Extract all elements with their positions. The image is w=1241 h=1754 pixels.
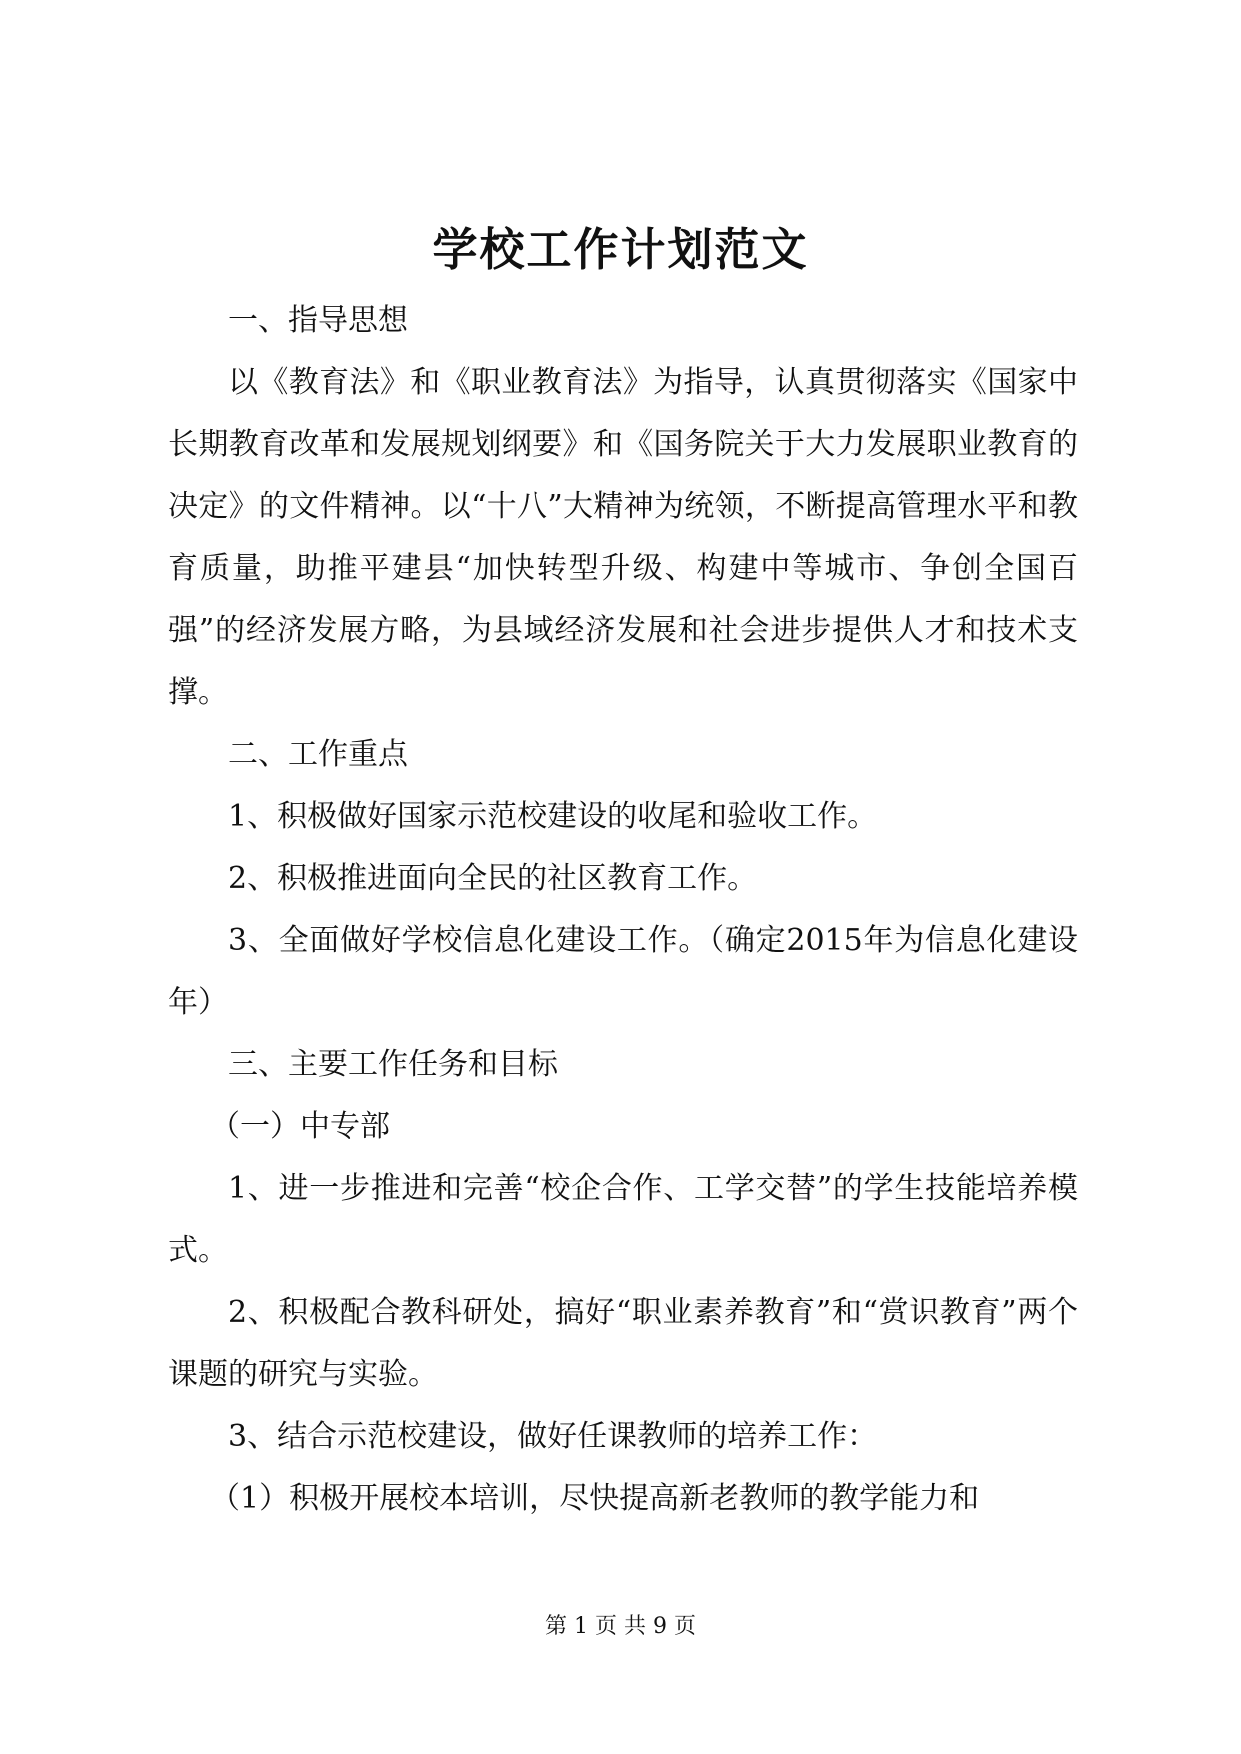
list-item-focus-2: 2、积极推进面向全民的社区教育工作。 xyxy=(228,861,758,896)
document-title: 学校工作计划范文 xyxy=(432,223,809,276)
section-heading-work-focus: 二、工作重点 xyxy=(228,737,408,772)
section-heading-guiding-ideology: 一、指导思想 xyxy=(228,303,408,338)
list-item-task-2: 2、积极配合教科研处，搞好“职业素养教育”和“赏识教育”两个课题的研究与实验。 xyxy=(168,1295,1078,1392)
list-item-focus-1: 1、积极做好国家示范校建设的收尾和验收工作。 xyxy=(228,799,878,834)
subsection-heading-secondary-school: （一）中专部 xyxy=(210,1109,390,1144)
section-heading-main-tasks: 三、主要工作任务和目标 xyxy=(228,1047,558,1082)
list-item-focus-3: 3、全面做好学校信息化建设工作。（确定2015年为信息化建设年） xyxy=(168,923,1078,1020)
document-body xyxy=(168,290,1078,1530)
list-item-task-3-sub-1: （1）积极开展校本培训，尽快提高新老教师的教学能力和 xyxy=(210,1481,980,1516)
list-item-task-3: 3、结合示范校建设，做好任课教师的培养工作： xyxy=(228,1419,878,1454)
page-footer: 第 1 页 共 9 页 xyxy=(545,1614,696,1639)
list-item-task-1: 1、进一步推进和完善“校企合作、工学交替”的学生技能培养模式。 xyxy=(168,1171,1078,1268)
paragraph-guiding-ideology: 以《教育法》和《职业教育法》为指导，认真贯彻落实《国家中长期教育改革和发展规划纲要》和《国务院关于大力发展职业教育的决定》的文件精神。以“十八”大精神为统领，不断提高管理水平和教育质量，助推平建县“加快转型升级、构建中等城市、争创全国百强”的经济发展方略，为县域经济发展和社会进步提供人才和技术支撑。 xyxy=(168,365,1078,710)
